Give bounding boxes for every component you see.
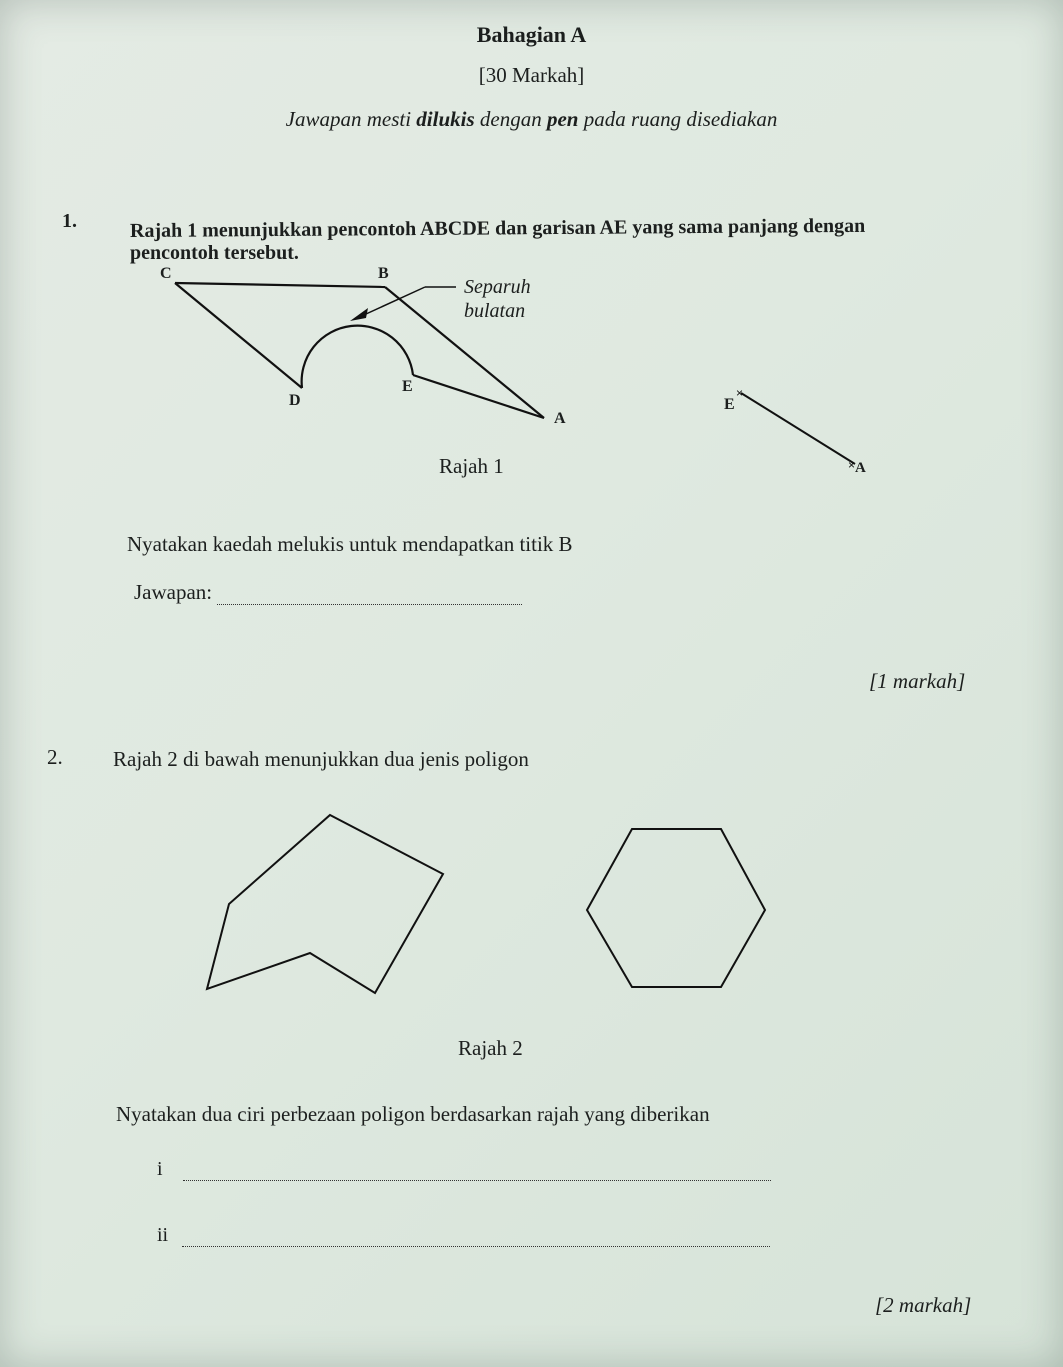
q1-text-line1: Rajah 1 menunjukkan pencontoh ABCDE dan garisan AE yang sama panjang dengan — [129, 214, 866, 242]
q2-answer-line-i[interactable] — [183, 1160, 771, 1181]
q1-text-line2: pencontoh tersebut. — [130, 242, 299, 264]
q2-marks: [2 markah] — [875, 1293, 972, 1317]
q1-prompt: Nyatakan kaedah melukis untuk mendapatkan titik B — [127, 532, 573, 556]
instruction-suffix: pada ruang disediakan — [578, 107, 778, 131]
q1-point-e-mark: × — [736, 386, 744, 400]
q1-figure-caption: Rajah 1 — [439, 454, 504, 478]
q1-label-a: A — [554, 410, 566, 427]
q2-number: 2. — [47, 745, 63, 769]
q2-text: Rajah 2 di bawah menunjukkan dua jenis poligon — [113, 747, 529, 771]
q2-item-i-label: i — [157, 1158, 163, 1180]
total-marks: [30 Markah] — [478, 63, 585, 87]
q2-prompt: Nyatakan dua ciri perbezaan poligon berdasarkan rajah yang diberikan — [116, 1102, 710, 1126]
q1-number: 1. — [62, 210, 77, 232]
q1-label-a2: A — [855, 460, 866, 476]
q2-regular-hexagon — [587, 829, 765, 987]
q1-label-d: D — [289, 392, 301, 409]
instruction-bold-drawn: dilukis — [416, 107, 475, 131]
instruction-mid: dengan — [474, 107, 547, 131]
q1-answer-label: Jawapan: — [134, 580, 213, 604]
q1-label-b: B — [378, 265, 389, 282]
q1-label-e: E — [402, 378, 413, 395]
instruction-bold-pen: pen — [546, 107, 579, 131]
q1-label-c: C — [160, 265, 172, 282]
q1-label-e2: E — [724, 396, 735, 413]
q2-answer-line-ii[interactable] — [182, 1226, 770, 1247]
q2-irregular-polygon — [207, 815, 443, 993]
q2-figure-caption: Rajah 2 — [458, 1036, 523, 1060]
q1-marks: [1 markah] — [869, 669, 966, 693]
q2-item-ii — [157, 1224, 770, 1247]
instruction-prefix: Jawapan mesti — [285, 107, 417, 131]
section-title: Bahagian A — [476, 22, 587, 47]
q2-item-i — [157, 1158, 771, 1181]
q1-annotation-line2: bulatan — [464, 300, 526, 322]
q1-annotation-line1: Separuh — [464, 276, 531, 298]
q1-point-a-mark: × — [848, 458, 856, 472]
q2-item-ii-label: ii — [157, 1224, 169, 1246]
